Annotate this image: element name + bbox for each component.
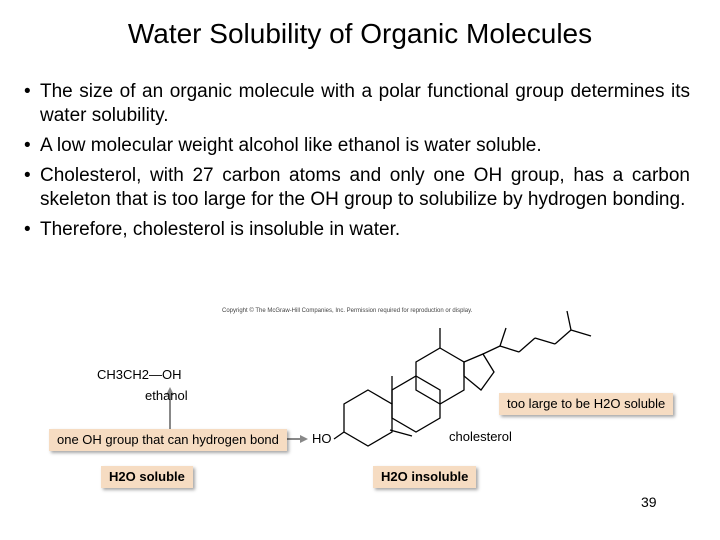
bullet-text: The size of an organic molecule with a polar functional group determines its water solubility. <box>40 81 690 126</box>
bullet-dot: • <box>24 81 31 102</box>
ethanol-label: ethanol <box>145 388 188 403</box>
copyright-notice: Copyright © The McGraw-Hill Companies, Inc. Permission required for reproduction or display. <box>222 308 473 314</box>
hydroxyl-label: HO <box>312 431 332 446</box>
cholesterol-label: cholesterol <box>449 429 512 444</box>
insoluble-callout: H2O insoluble <box>373 466 476 488</box>
oh-group-callout: one OH group that can hydrogen bond <box>49 429 287 451</box>
bullet-text: A low molecular weight alcohol like ethanol is water soluble. <box>40 135 542 156</box>
bullet-dot: • <box>24 135 31 156</box>
soluble-callout: H2O soluble <box>101 466 193 488</box>
bullet-text: Cholesterol, with 27 carbon atoms and only one OH group, has a carbon skeleton that is too large for the OH group to solubilize by hydrogen bonding. <box>40 165 690 210</box>
page-number: 39 <box>641 494 657 510</box>
bullet-dot: • <box>24 219 31 240</box>
cholesterol-skeleton <box>334 311 591 446</box>
slide-title: Water Solubility of Organic Molecules <box>127 18 593 49</box>
bullet-text: Therefore, cholesterol is insoluble in water. <box>40 219 401 240</box>
ethanol-formula: CH3CH2—OH <box>97 367 182 382</box>
too-large-callout: too large to be H2O soluble <box>499 393 673 415</box>
bullet-dot: • <box>24 165 31 186</box>
